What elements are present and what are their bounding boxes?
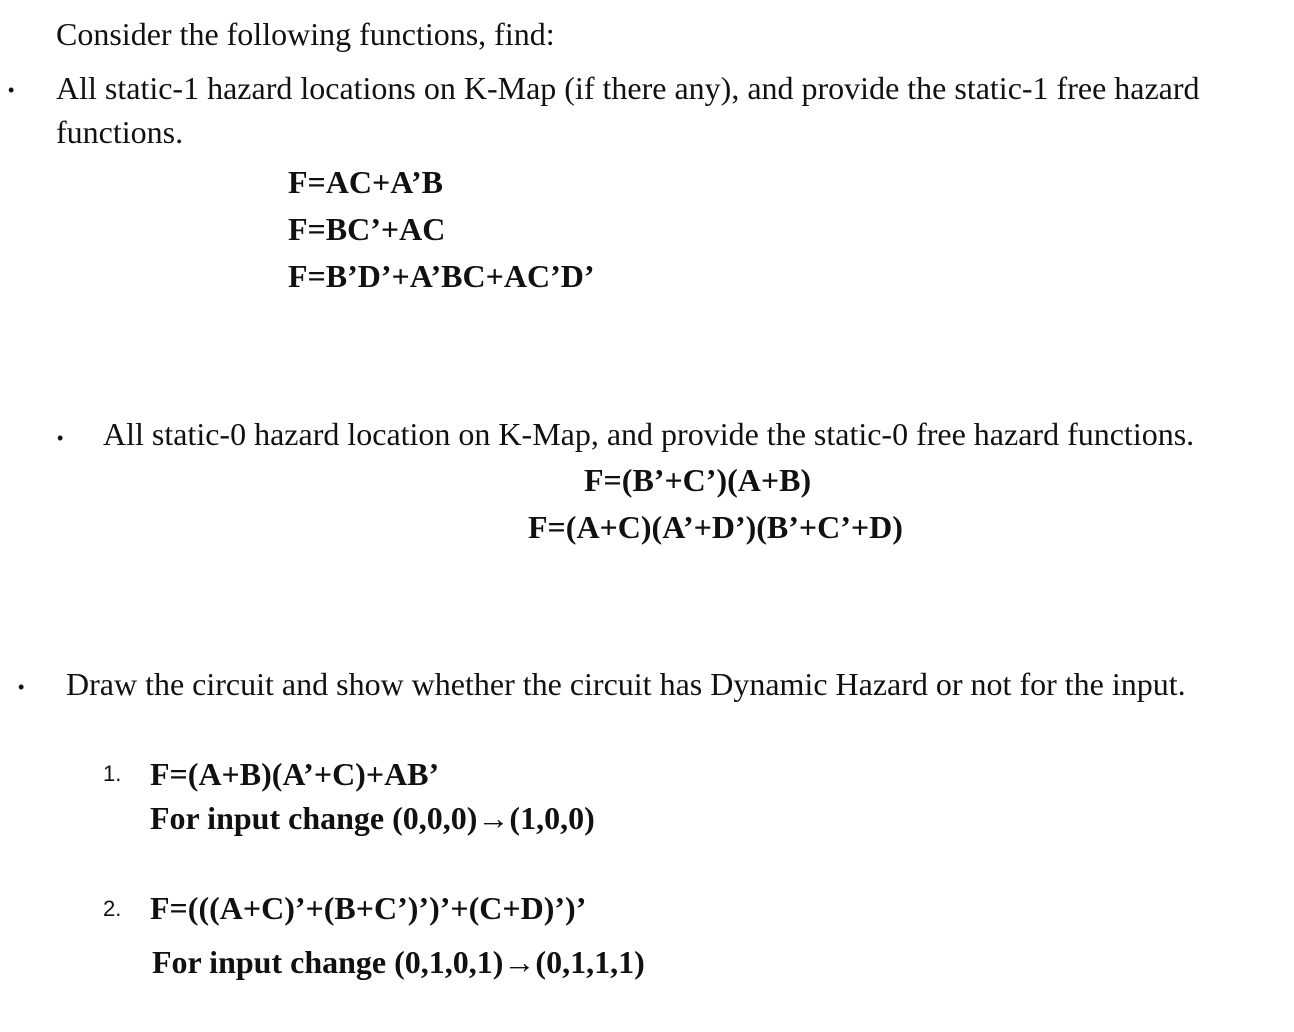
intro-text: Consider the following functions, find: xyxy=(56,16,555,52)
section1-text-line2: functions. xyxy=(56,114,184,150)
section3-text: Draw the circuit and show whether the circuit has Dynamic Hazard or not for the input. xyxy=(66,666,1186,702)
section1-bullet: • xyxy=(8,80,15,100)
section2-bullet: • xyxy=(57,428,64,448)
section2-text: All static-0 hazard location on K-Map, and provide the static-0 free hazard functions. xyxy=(103,416,1195,452)
item2-function: F=(((A+C)’+(B+C’)’)’+(C+D)’)’ xyxy=(150,890,587,926)
item1-number: 1. xyxy=(103,761,122,786)
item1-function: F=(A+B)(A’+C)+AB’ xyxy=(150,756,440,792)
item1-input-change: For input change (0,0,0)→(1,0,0) xyxy=(150,800,595,836)
section1-text-line1: All static-1 hazard locations on K-Map (if there any), and provide the static-1 free hazard xyxy=(56,70,1200,106)
section1-function-1: F=AC+A’B xyxy=(288,164,443,200)
section3-bullet: • xyxy=(18,677,25,697)
section1-function-3: F=B’D’+A’BC+AC’D’ xyxy=(288,258,595,294)
item2-number: 2. xyxy=(103,896,122,921)
section1-function-2: F=BC’+AC xyxy=(288,211,446,247)
section2-function-2: F=(A+C)(A’+D’)(B’+C’+D) xyxy=(528,509,903,545)
item2-input-change: For input change (0,1,0,1)→(0,1,1,1) xyxy=(152,944,645,980)
section2-function-1: F=(B’+C’)(A+B) xyxy=(584,462,812,498)
